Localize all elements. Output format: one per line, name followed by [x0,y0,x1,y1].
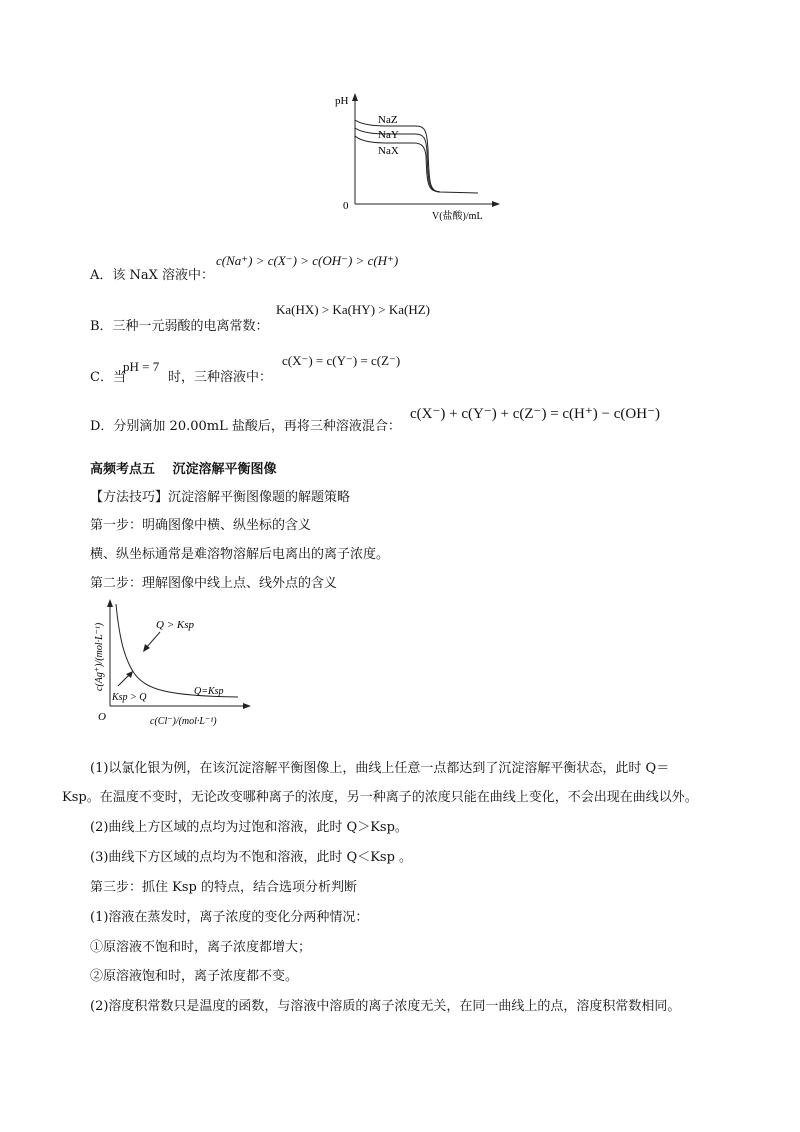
curve-label-naz: NaZ [378,114,398,126]
fig1-ylabel: pH [335,95,349,107]
option-b-formula: Ka(HX) > Ka(HY) > Ka(HZ) [276,302,430,317]
option-c-prefix: C．当 [90,370,126,385]
step2-title: 第二步：理解图像中线上点、线外点的含义 [90,576,338,591]
step1-text: 横、纵坐标通常是难溶物溶解后电离出的离子浓度。 [90,547,390,562]
fig2-origin: O [98,711,106,723]
arrow-below [118,674,130,686]
titration-chart [330,90,510,225]
fig1-xlabel: V(盐酸)/mL [432,211,483,222]
option-c-mid: 时，三种溶液中： [168,370,273,385]
fig1-origin: 0 [343,200,349,212]
option-c-condition: pH = 7 [123,359,160,374]
step3-item-2: (2)溶度积常数只是温度的函数，与溶液中溶质的离子浓度无关，在同一曲线上的点，溶度积常数相同。 [90,999,681,1014]
option-a-prefix: A．该 NaX 溶液中： [90,268,215,283]
step3-item-1: (1)溶液在蒸发时，离子浓度的变化分两种情况： [90,910,369,925]
label-q-less: Ksp > Q [112,692,147,703]
step1-title: 第一步：明确图像中横、纵坐标的含义 [90,518,312,533]
option-c-formula: c(X⁻) = c(Y⁻) = c(Z⁻) [282,353,401,368]
x-axis-arrow [492,201,500,207]
step3-title: 第三步：抓住 Ksp 的特点，结合选项分析判断 [90,880,357,895]
option-b-prefix: B．三种一元弱酸的电离常数： [90,319,269,334]
fig2-ylabel: c(Ag⁺)/(mol·L⁻¹) [94,622,105,691]
para-1a: (1)以氯化银为例，在该沉淀溶解平衡图像上，曲线上任意一点都达到了沉淀溶解平衡状态，此时 Q＝ [90,761,670,776]
method-title: 【方法技巧】沉淀溶解平衡图像题的解题策略 [90,490,351,505]
label-q-equal: Q=Ksp [194,686,224,697]
curve-label-nay: NaY [378,129,399,141]
step3-item-1a: ①原溶液不饱和时，离子浓度都增大； [90,940,312,955]
label-q-greater: Q > Ksp [156,619,194,631]
curve-naz [355,120,478,193]
section-heading: 高频考点五 沉淀溶解平衡图像 [90,462,277,477]
para-3: (3)曲线下方区域的点均为不饱和溶液，此时 Q＜Ksp 。 [90,850,413,865]
fig2-xlabel: c(Cl⁻)/(mol·L⁻¹) [150,716,217,727]
para-2: (2)曲线上方区域的点均为过饱和溶液，此时 Q＞Ksp。 [90,820,408,835]
step3-item-1b: ②原溶液饱和时，离子浓度都不变。 [90,969,299,984]
option-d-prefix: D．分别滴加 20.00mL 盐酸后，再将三种溶液混合： [90,419,401,434]
para-1b: Ksp。在温度不变时，无论改变哪种离子的浓度，另一种离子的浓度只能在曲线上变化，不会出现在曲线以外。 [62,790,698,805]
option-d-formula: c(X⁻) + c(Y⁻) + c(Z⁻) = c(H⁺) − c(OH⁻) [410,406,660,422]
x-axis-arrow [243,703,251,709]
arrow-above [146,632,160,648]
option-a-formula: c(Na⁺) > c(X⁻) > c(OH⁻) > c(H⁺) [216,253,399,268]
ksp-curve [116,604,238,697]
y-axis-arrow [107,599,113,607]
y-axis-arrow [352,93,358,101]
curve-label-nax: NaX [378,145,399,157]
solubility-chart [88,596,258,731]
